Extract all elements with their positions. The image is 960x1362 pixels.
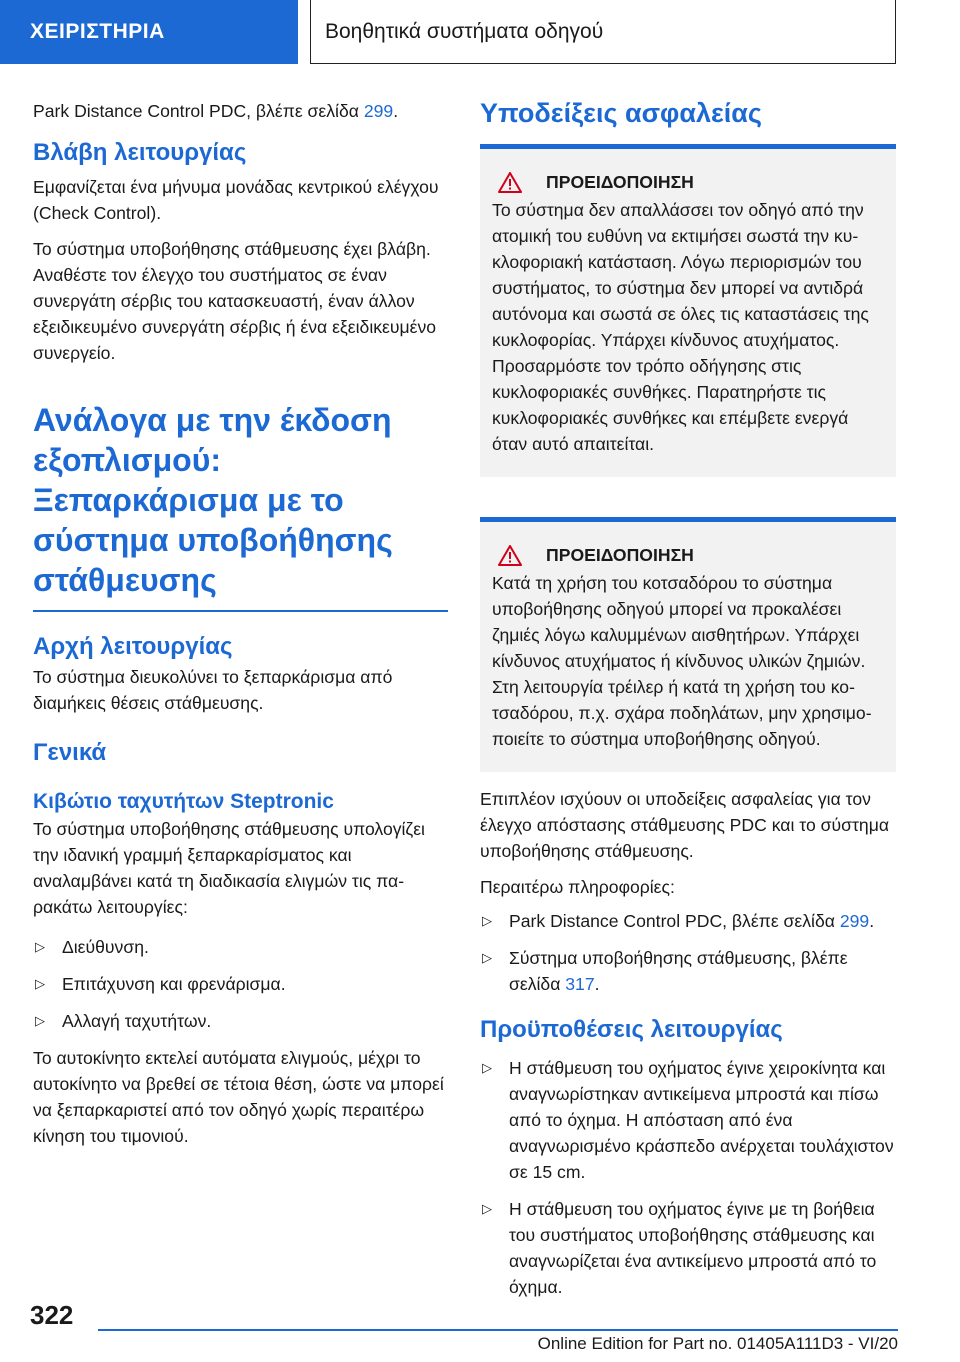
- safety-heading: Υποδείξεις ασφαλείας: [480, 98, 762, 128]
- footer-edition-text: Online Edition for Part no. 01405A111D3 - VI/20: [537, 1334, 898, 1353]
- steptronic-function-list: [33, 934, 448, 1034]
- warning-text-2: Κατά τη χρήση του κοτσαδόρου το σύστημα υποβοήθησης οδηγού μπορεί να προκαλέσει ζημιές λόγω καλυμμένων αισθητήρων. Υπάρχει κίνδυνος ατυχήματος ή κίνδυνος υλικών ζημιών. Στη λειτουργία τρέιλερ ή κατά τη χρήση του κοτσαδόρου, π.χ. σχάρα ποδηλάτων, μην χρησιμοποιείτε το σύστημα υποβοήθησης οδηγού.: [492, 573, 872, 749]
- warning-box-2: [480, 517, 896, 772]
- page-number: 322: [30, 1300, 74, 1330]
- bullet-icon: ▷: [482, 913, 492, 928]
- additional-safety-paragraph: Επιπλέον ισχύουν οι υποδείξεις ασφαλείας για τον έλεγχο απόστασης στάθμευσης PDC και το σύστημα υποβοήθησης στάθμευσης.: [480, 789, 890, 861]
- fault-heading: Βλάβη λειτουργίας: [33, 139, 247, 166]
- page-link-317[interactable]: 317: [565, 974, 595, 994]
- warning-title-1: ΠΡΟΕΙΔΟΠΟΙΗΣΗ: [492, 169, 884, 195]
- fault-paragraph-1: Εμφανίζεται ένα μήνυμα μονάδας κεντρικού ελέγχου (Check Control).: [33, 177, 439, 223]
- list-item: ▷ Η στάθμευση του οχήματος έγινε χειροκίνητα και αναγνωρίστηκαν αντικείμενα μπροστά και πίσω από το όχημα. Η απόσταση από ένα αναγνωρισμένο κράσπεδο ανέρχεται τουλάχιστον σε 15 cm.: [480, 1055, 896, 1185]
- intro-paragraph: Park Distance Control PDC, βλέπε σελίδα 299.: [33, 101, 399, 121]
- main-heading: Ανάλογα με την έκδοση εξοπλισμού: Ξεπαρκάρισμα με το σύστημα υποβοήθησης στάθμευσης: [33, 402, 393, 598]
- header-section-tab: [0, 0, 298, 64]
- left-column: [33, 98, 448, 1159]
- principle-paragraph: Το σύστημα διευκολύνει το ξεπαρκάρισμα από διαμήκεις θέσεις στάθμευσης.: [33, 667, 393, 713]
- main-heading-rule: [33, 610, 448, 612]
- bullet-icon: ▷: [482, 950, 492, 965]
- list-item: ▷ Σύστημα υποβοήθησης στάθμευσης, βλέπε σελίδα 317.: [480, 945, 896, 997]
- principle-heading: Αρχή λειτουργίας: [33, 633, 233, 660]
- header-chapter-box: [310, 0, 896, 64]
- warning-triangle-icon: [498, 545, 522, 566]
- bullet-icon: ▷: [482, 1201, 492, 1216]
- bullet-icon: ▷: [35, 939, 45, 954]
- steptronic-heading: Κιβώτιο ταχυτήτων Steptronic: [33, 790, 334, 813]
- footer-rule: [98, 1329, 898, 1331]
- list-item: ▷ Park Distance Control PDC, βλέπε σελίδα 299.: [480, 908, 896, 934]
- warning-text-1: Το σύστημα δεν απαλλάσσει τον οδηγό από την ατομική του ευθύνη να εκτιμήσει σωστά την κυκλοφοριακή κατάσταση. Λόγω περιορισμών του συστήματος, το σύστημα δεν μπορεί να αντιδρά αυτόνομα και σωστά σε όλες τις καταστάσεις της κυκλοφορίας. Υπάρχει κίνδυνος ατυχήματος. Προσαρμόστε τον τρόπο οδήγησης στις κυκλοφοριακές συνθήκες. Παρατηρήστε τις κυκλοφοριακές συνθήκες και επέμβετε ενεργά όταν αυτό απαιτείται.: [492, 200, 869, 454]
- list-item: ▷ Η στάθμευση του οχήματος έγινε με τη βοήθεια του συστήματος υποβοήθησης στάθμευσης και αναγνωρίζεται ένα αντικείμενο μπροστά από το όχημα.: [480, 1196, 896, 1300]
- closing-paragraph: Το αυτοκίνητο εκτελεί αυτόματα ελιγμούς, μέχρι το αυτοκίνητο να βρεθεί σε τέτοια θέση, ώστε να μπορεί να ξεπαρκαριστεί από τον οδηγό χωρίς περαιτέρω κίνηση του τιμονιού.: [33, 1048, 444, 1146]
- more-info-list: [480, 908, 896, 997]
- list-item: ▷ Αλλαγή ταχυτήτων.: [33, 1008, 448, 1034]
- header-chapter-label: Βοηθητικά συστήματα οδηγού: [325, 19, 604, 43]
- prerequisites-heading: Προϋποθέσεις λειτουργίας: [480, 1016, 783, 1043]
- warning-triangle-icon: [498, 172, 522, 193]
- page-link-299[interactable]: 299: [363, 101, 394, 121]
- bullet-icon: ▷: [35, 976, 45, 991]
- bullet-icon: ▷: [482, 1060, 492, 1075]
- fault-paragraph-2: Το σύστημα υποβοήθησης στάθμευσης έχει βλάβη. Αναθέστε τον έλεγχο του συστήματος σε έναν συνεργάτη σέρβις του κατασκευαστή, έναν άλλον εξειδικευμένο συνεργάτη σέρβις ή ένα εξειδικευμένο συνεργείο.: [33, 239, 437, 363]
- bullet-icon: ▷: [35, 1013, 45, 1028]
- list-item: ▷ Διεύθυνση.: [33, 934, 448, 960]
- header-section-label: ΧΕΙΡΙΣΤΗΡΙΑ: [30, 20, 165, 43]
- more-info-label: Περαιτέρω πληροφορίες:: [480, 877, 675, 897]
- right-column: [480, 98, 896, 1311]
- list-item: ▷ Επιτάχυνση και φρενάρισμα.: [33, 971, 448, 997]
- general-heading: Γενικά: [33, 739, 107, 766]
- page-link-299[interactable]: 299: [839, 911, 870, 931]
- warning-box-1: [480, 144, 896, 477]
- prerequisites-list: [480, 1055, 896, 1300]
- steptronic-paragraph: Το σύστημα υποβοήθησης στάθμευσης υπολογίζει την ιδανική γραμμή ξεπαρκαρίσματος και αναλαμβάνει κατά τη διαδικασία ελιγμών τις παρακάτω λειτουργίες:: [33, 819, 425, 917]
- warning-title-2: ΠΡΟΕΙΔΟΠΟΙΗΣΗ: [492, 542, 884, 568]
